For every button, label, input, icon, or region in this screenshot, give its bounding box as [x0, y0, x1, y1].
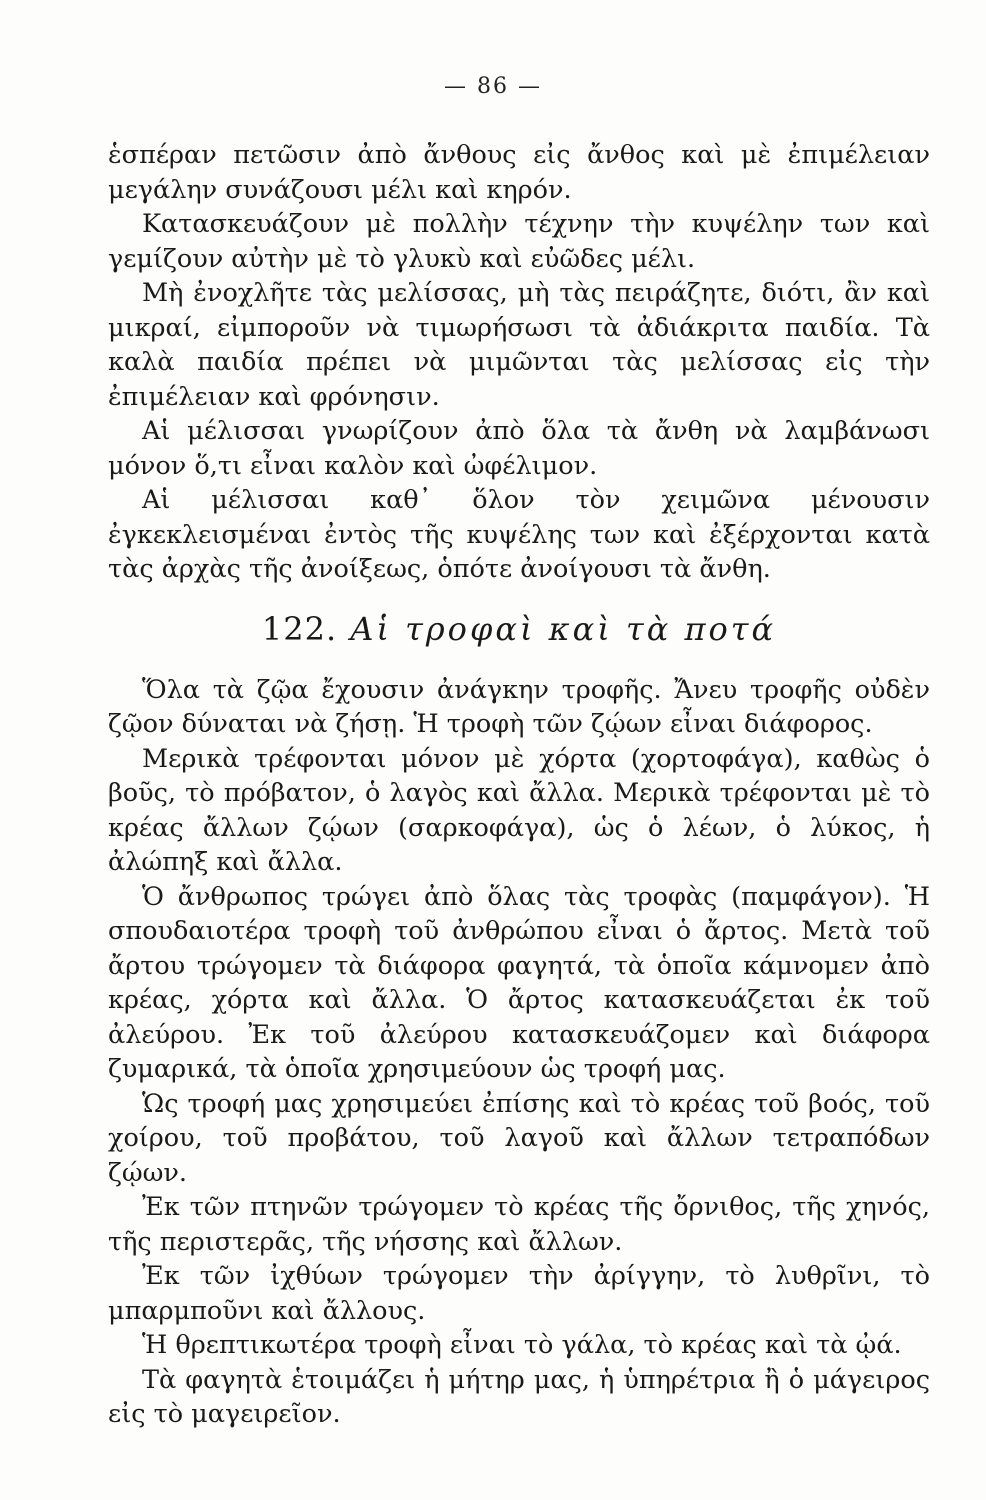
paragraph: Μὴ ἐνοχλῆτε τὰς μελίσσας, μὴ τὰς πειράζητε, διότι, ἂν καὶ μικραί, εἰμποροῦν νὰ τιμωρήσωσι τὰ ἀδιάκριτα παιδία. Τὰ καλὰ παιδία πρέπει νὰ μιμῶνται τὰς μελίσσας εἰς τὴν ἐπιμέλειαν καὶ φρόνησιν.	[108, 278, 930, 412]
section-title: Αἱ τροφαὶ καὶ τὰ ποτά	[350, 609, 777, 648]
body-text	[108, 138, 930, 1432]
paragraph: Ὁ ἄνθρωπος τρώγει ἀπὸ ὅλας τὰς τροφὰς (παμφάγον). Ἡ σπουδαιοτέρα τροφὴ τοῦ ἀνθρώπου εἶναι ὁ ἄρτος. Μετὰ τοῦ ἄρτου τρώγομεν τὰ διάφορα φαγητά, τὰ ὁποῖα κάμνομεν ἀπὸ κρέας, χόρτα καὶ ἄλλα. Ὁ ἄρτος κατασκευάζεται ἐκ τοῦ ἀλεύρου. Ἐκ τοῦ ἀλεύρου κατασκευάζομεν καὶ διάφορα ζυμαρικά, τὰ ὁποῖα χρησιμεύουν ὡς τροφή μας.	[108, 881, 930, 1084]
paragraph: Ὡς τροφή μας χρησιμεύει ἐπίσης καὶ τὸ κρέας τοῦ βοός, τοῦ χοίρου, τοῦ προβάτου, τοῦ λαγοῦ καὶ ἄλλων τετραπόδων ζῴων.	[108, 1088, 930, 1188]
paragraph: Μερικὰ τρέφονται μόνον μὲ χόρτα (χορτοφάγα), καθὼς ὁ βοῦς, τὸ πρόβατον, ὁ λαγὸς καὶ ἄλλα. Μερικὰ τρέφονται μὲ τὸ κρέας ἄλλων ζῴων (σαρκοφάγα), ὡς ὁ λέων, ὁ λύκος, ἡ ἀλώπηξ καὶ ἄλλα.	[108, 743, 930, 877]
paragraph: Κατασκευάζουν μὲ πολλὴν τέχνην τὴν κυψέλην των καὶ γεμίζουν αὐτὴν μὲ τὸ γλυκὺ καὶ εὐῶδες μέλι.	[108, 209, 930, 274]
paragraph: Αἱ μέλισσαι καθ᾽ ὅλον τὸν χειμῶνα μένουσιν ἐγκεκλεισμέναι ἐντὸς τῆς κυψέλης των καὶ ἐξέρχονται κατὰ τὰς ἀρχὰς τῆς ἀνοίξεως, ὁπότε ἀνοίγουσι τὰ ἄνθη.	[108, 485, 930, 584]
paragraph: Ἐκ τῶν πτηνῶν τρώγομεν τὸ κρέας τῆς ὄρνιθος, τῆς χηνός, τῆς περιστερᾶς, τῆς νήσσης καὶ ἄλλων.	[108, 1192, 930, 1257]
page-number: — 86 —	[444, 74, 542, 99]
paragraph: Τὰ φαγητὰ ἑτοιμάζει ἡ μήτηρ μας, ἡ ὑπηρέτρια ἢ ὁ μάγειρος εἰς τὸ μαγειρεῖον.	[108, 1364, 930, 1429]
paragraph-continuation: ἑσπέραν πετῶσιν ἀπὸ ἄνθους εἰς ἄνθος καὶ μὲ ἐπιμέλειαν μεγάλην συνάζουσι μέλι καὶ κηρόν.	[108, 140, 930, 205]
paragraph: Αἱ μέλισσαι γνωρίζουν ἀπὸ ὅλα τὰ ἄνθη νὰ λαμβάνωσι μόνον ὅ,τι εἶναι καλὸν καὶ ὠφέλιμον.	[108, 416, 930, 481]
paragraph: Ὅλα τὰ ζῷα ἔχουσιν ἀνάγκην τροφῆς. Ἄνευ τροφῆς οὐδὲν ζῷον δύναται νὰ ζήσῃ. Ἡ τροφὴ τῶν ζῴων εἶναι διάφορος.	[108, 674, 930, 739]
paragraph: Ἡ θρεπτικωτέρα τροφὴ εἶναι τὸ γάλα, τὸ κρέας καὶ τὰ ᾠά.	[142, 1330, 902, 1360]
paragraph: Ἐκ τῶν ἰχθύων τρώγομεν τὴν ἀρίγγην, τὸ λυθρῖνι, τὸ μπαρμποῦνι καὶ ἄλλους.	[108, 1261, 930, 1326]
section-heading	[108, 609, 930, 649]
section-number: 122.	[261, 609, 338, 648]
